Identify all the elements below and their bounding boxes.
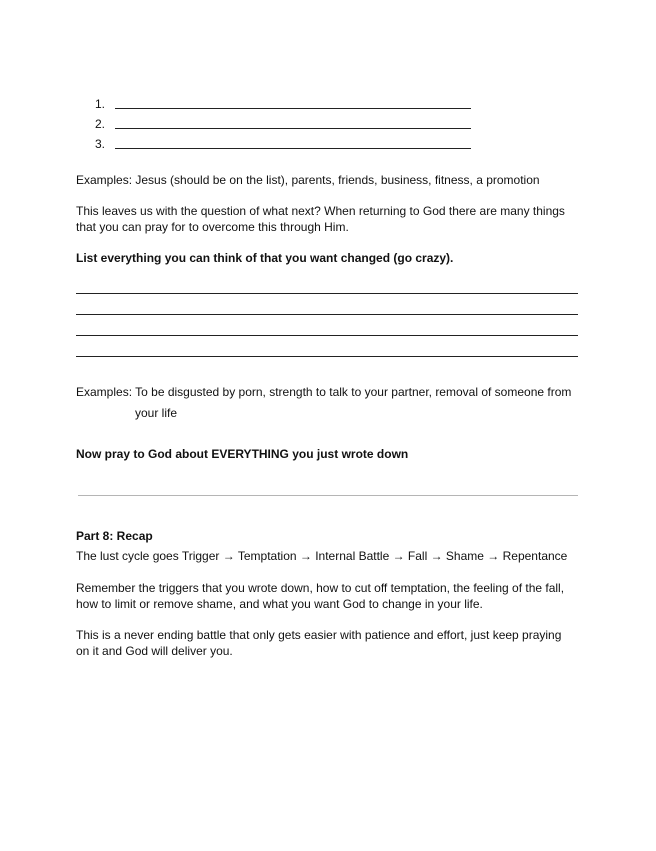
list-item-number: 1.	[95, 97, 106, 111]
blank-answer-line	[115, 116, 471, 129]
blank-answer-line	[76, 336, 578, 357]
list-item	[95, 91, 475, 111]
examples-paragraph: Examples: Jesus (should be on the list), parents, friends, business, fitness, a promotion	[76, 173, 540, 187]
blank-answer-line	[115, 96, 471, 109]
numbered-list	[95, 91, 475, 151]
list-heading: List everything you can think of that you want changed (go crazy).	[76, 251, 454, 265]
list-item-number: 2.	[95, 117, 106, 131]
examples-paragraph-2	[76, 384, 576, 421]
lust-cycle-text: The lust cycle goes Trigger → Temptation → Internal Battle → Fall → Shame → Repentance	[76, 549, 568, 563]
examples-line-continued: your life	[135, 406, 178, 420]
list-item	[95, 131, 475, 151]
blank-answer-line	[76, 294, 578, 315]
list-item	[95, 111, 475, 131]
blank-answer-line	[76, 287, 578, 294]
horizontal-divider	[78, 495, 578, 496]
blank-answer-line	[76, 315, 578, 336]
question-paragraph: This leaves us with the question of what next? When returning to God there are many things that you can pray for to overcome this through Him.	[76, 204, 565, 234]
remember-paragraph: Remember the triggers that you wrote down, how to cut off temptation, the feeling of the fall, how to limit or remove shame, and what you want God to change in your life.	[76, 581, 565, 611]
examples-line: Examples: To be disgusted by porn, strength to talk to your partner, removal of someone from	[76, 385, 572, 399]
write-lines	[76, 287, 578, 357]
blank-answer-line	[115, 136, 471, 149]
list-item-number: 3.	[95, 137, 106, 151]
pray-heading: Now pray to God about EVERYTHING you just wrote down	[76, 447, 409, 461]
section-title: Part 8: Recap	[76, 529, 153, 543]
closing-paragraph: This is a never ending battle that only gets easier with patience and effort, just keep praying on it and God will deliver you.	[76, 628, 562, 658]
